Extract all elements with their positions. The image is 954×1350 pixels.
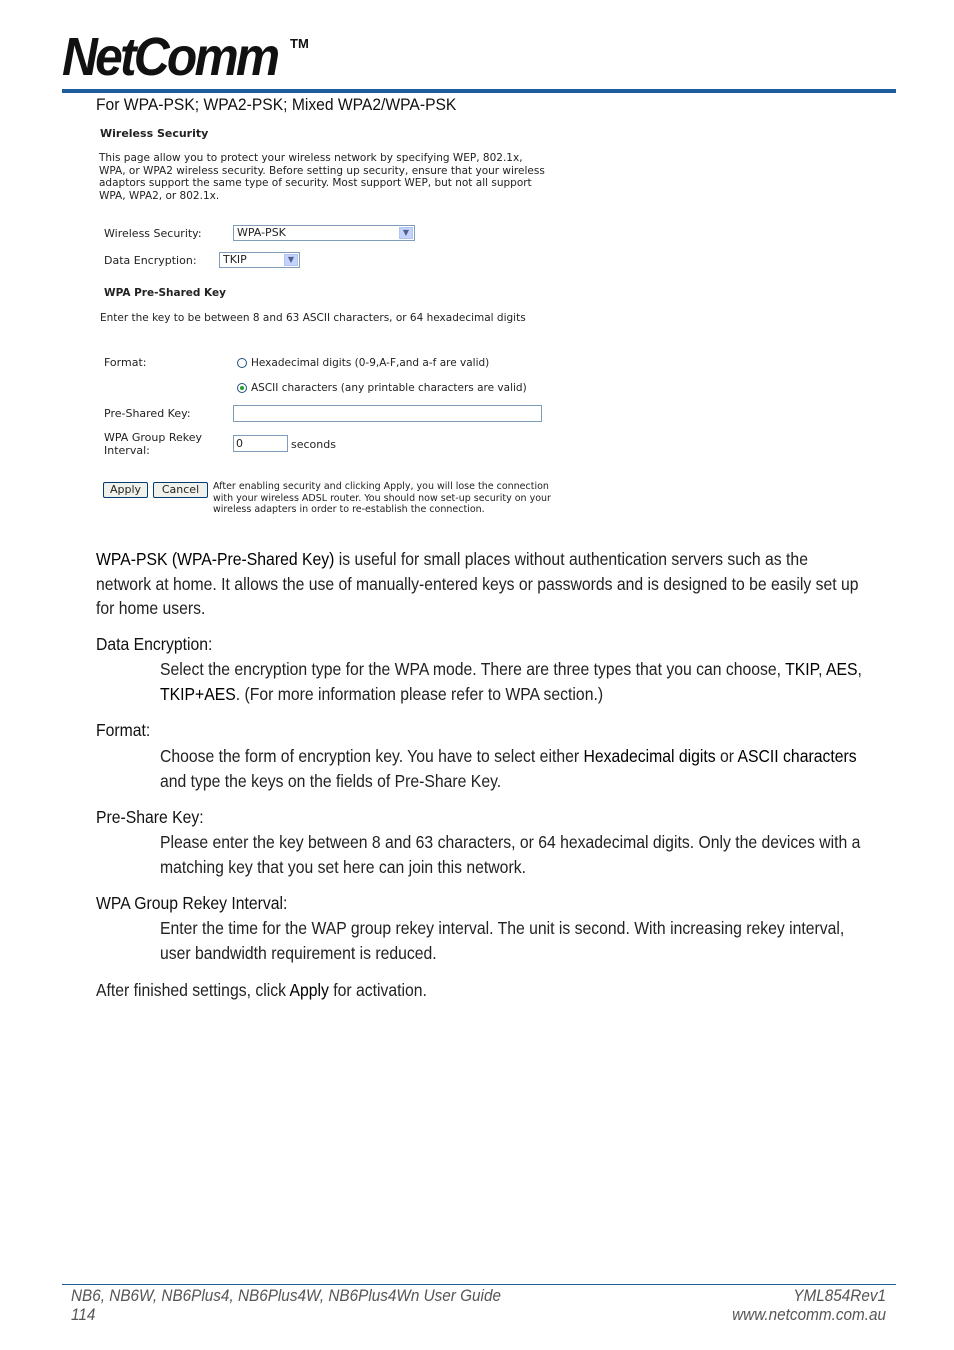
panel-title: Wireless Security bbox=[100, 127, 209, 140]
footer-guide-title: NB6, NB6W, NB6Plus4, NB6Plus4W, NB6Plus4Wn User Guide bbox=[71, 1286, 501, 1305]
format-hex-label: Hexadecimal digits (0-9,A-F,and a-f are valid) bbox=[251, 357, 490, 369]
chevron-down-icon: ▼ bbox=[399, 227, 413, 239]
format-heading: Format: bbox=[96, 720, 151, 740]
comma: , bbox=[857, 659, 862, 679]
closing-paragraph bbox=[96, 978, 464, 1003]
pre-share-key-body bbox=[160, 830, 938, 879]
rekey-body bbox=[160, 916, 920, 965]
data-encryption-text: Select the encryption type for the WPA mode. There are three types that you can choose, bbox=[160, 659, 786, 679]
data-encryption-line-1 bbox=[160, 657, 862, 682]
data-encryption-heading: Data Encryption: bbox=[96, 634, 213, 654]
format-text: Choose the form of encryption key. You have to select either bbox=[160, 746, 584, 766]
chevron-down-icon: ▼ bbox=[284, 254, 298, 266]
aes-term: AES bbox=[825, 659, 858, 679]
wireless-security-select[interactable] bbox=[233, 225, 415, 241]
rekey-unit: seconds bbox=[291, 438, 336, 451]
closing-line bbox=[96, 978, 427, 1003]
format-line-2: and type the keys on the fields of Pre-Share Key. bbox=[160, 770, 502, 791]
wireless-security-value: WPA-PSK bbox=[237, 226, 286, 239]
format-line-1 bbox=[160, 744, 857, 769]
comma: , bbox=[818, 659, 826, 679]
rekey-line-1: Enter the time for the WAP group rekey interval. The unit is second. With increasing rekey interval, bbox=[160, 918, 845, 938]
intro-line-3: for home users. bbox=[96, 598, 206, 618]
data-encryption-label: Data Encryption: bbox=[104, 254, 197, 267]
psk-heading: WPA Pre-Shared Key bbox=[104, 287, 226, 299]
rekey-label-line1: WPA Group Rekey bbox=[104, 431, 202, 444]
data-encryption-line-2 bbox=[160, 682, 862, 707]
footer-page-number: 114 bbox=[71, 1305, 96, 1324]
closing-before: After finished settings, click bbox=[96, 980, 290, 1000]
footer-rule bbox=[62, 1284, 896, 1285]
psk-input[interactable] bbox=[233, 405, 542, 422]
intro-line-2: network at home. It allows the use of manually-entered keys or passwords and is designed to be easily set up bbox=[96, 573, 859, 594]
panel-description: This page allow you to protect your wireless network by specifying WEP, 802.1x, WPA, or WPA2 wireless security. Before setting up security, ensure that your wireless adaptors support the same type of security. Most support WEP, but not all support WPA, WPA2, or 802.1x. bbox=[99, 152, 545, 202]
apply-term: Apply bbox=[289, 980, 329, 1000]
psk-label: Pre-Shared Key: bbox=[104, 407, 191, 420]
header-rule bbox=[62, 89, 896, 93]
footer-url: www.netcomm.com.au bbox=[732, 1305, 886, 1324]
logo-trademark: TM bbox=[290, 36, 309, 51]
apply-button[interactable]: Apply bbox=[103, 482, 148, 498]
hex-term: Hexadecimal digits bbox=[583, 746, 716, 766]
rekey-input[interactable]: 0 bbox=[233, 435, 288, 452]
intro-line-1 bbox=[96, 547, 816, 572]
format-body bbox=[160, 744, 934, 793]
format-hex-radio[interactable] bbox=[237, 358, 247, 368]
section-heading: For WPA-PSK; WPA2-PSK; Mixed WPA2/WPA-PSK bbox=[96, 95, 457, 114]
format-ascii-radio[interactable] bbox=[237, 383, 247, 393]
cancel-button[interactable]: Cancel bbox=[153, 482, 208, 498]
closing-after: for activation. bbox=[328, 980, 427, 1000]
footer-revision: YML854Rev1 bbox=[793, 1286, 886, 1305]
data-encryption-rest: . (For more information please refer to WPA section.) bbox=[235, 683, 604, 704]
netcomm-logo bbox=[62, 28, 307, 86]
rekey-line-2: user bandwidth requirement is reduced. bbox=[160, 942, 437, 963]
format-ascii-label: ASCII characters (any printable characters are valid) bbox=[251, 382, 527, 394]
intro-term: WPA-PSK (WPA-Pre-Shared Key) bbox=[96, 549, 335, 569]
wireless-security-panel bbox=[96, 120, 566, 530]
security-note: After enabling security and clicking Apply, you will lose the connection with your wireless ADSL router. You should now set-up security on your wireless adapters in order to re-establish the connection. bbox=[213, 481, 551, 516]
tkip-term: TKIP bbox=[785, 659, 819, 679]
data-encryption-select[interactable] bbox=[219, 252, 300, 268]
or-text: or bbox=[715, 746, 738, 766]
psk-description: Enter the key to be between 8 and 63 ASCII characters, or 64 hexadecimal digits bbox=[100, 312, 526, 324]
pre-share-key-heading: Pre-Share Key: bbox=[96, 807, 204, 827]
logo-wordmark: NetComm bbox=[62, 27, 278, 87]
tkip-aes-term: TKIP+AES bbox=[160, 683, 236, 704]
intro-paragraph bbox=[96, 547, 896, 621]
ascii-term: ASCII characters bbox=[737, 746, 857, 766]
wireless-security-label: Wireless Security: bbox=[104, 227, 202, 240]
rekey-heading: WPA Group Rekey Interval: bbox=[96, 893, 288, 913]
rekey-label-line2: Interval: bbox=[104, 444, 150, 457]
intro-line1-rest: is useful for small places without authentication servers such as the bbox=[334, 549, 808, 569]
format-label: Format: bbox=[104, 356, 147, 369]
data-encryption-body bbox=[160, 657, 940, 706]
pre-share-key-line-2: matching key that you set here can join this network. bbox=[160, 856, 526, 877]
pre-share-key-line-1: Please enter the key between 8 and 63 characters, or 64 hexadecimal digits. Only the devices with a bbox=[160, 832, 861, 852]
data-encryption-value: TKIP bbox=[223, 253, 247, 266]
